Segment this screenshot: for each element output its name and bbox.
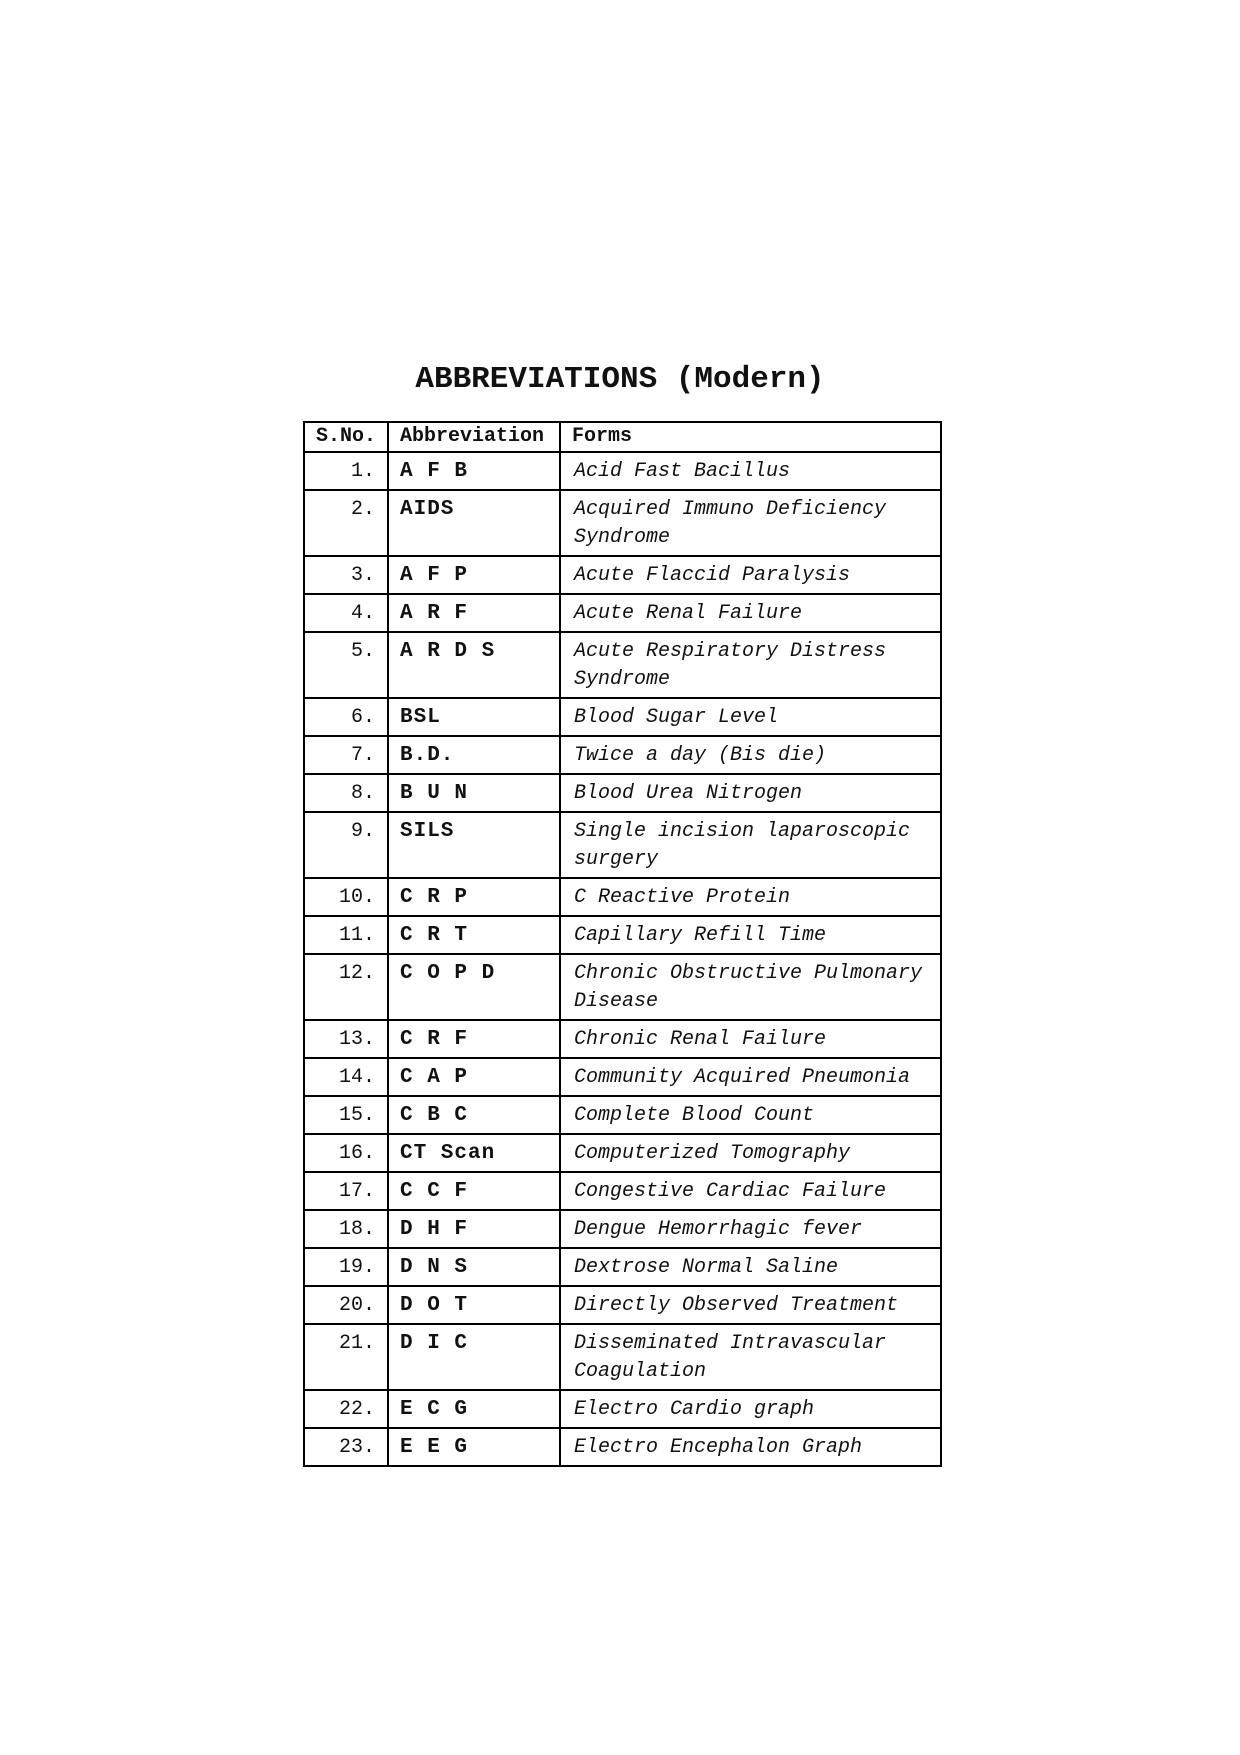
- row-form: Dextrose Normal Saline: [560, 1248, 941, 1286]
- row-form: Blood Sugar Level: [560, 698, 941, 736]
- row-form: C Reactive Protein: [560, 878, 941, 916]
- table-row: [304, 954, 941, 1020]
- header-abbreviation: Abbreviation: [388, 422, 560, 452]
- row-sno: 8.: [304, 774, 388, 812]
- row-abbreviation: CT Scan: [388, 1134, 560, 1172]
- table-row: [304, 1390, 941, 1428]
- row-abbreviation: C C F: [388, 1172, 560, 1210]
- row-abbreviation: C R F: [388, 1020, 560, 1058]
- table-row: [304, 698, 941, 736]
- row-form: Blood Urea Nitrogen: [560, 774, 941, 812]
- row-form: Acid Fast Bacillus: [560, 452, 941, 490]
- row-sno: 3.: [304, 556, 388, 594]
- row-sno: 16.: [304, 1134, 388, 1172]
- row-abbreviation: E E G: [388, 1428, 560, 1466]
- row-form: Single incision laparoscopic surgery: [560, 812, 941, 878]
- row-form: Community Acquired Pneumonia: [560, 1058, 941, 1096]
- table-row: [304, 878, 941, 916]
- row-abbreviation: C R P: [388, 878, 560, 916]
- header-forms: Forms: [560, 422, 941, 452]
- row-form: Acute Renal Failure: [560, 594, 941, 632]
- row-form: Acute Respiratory Distress Syndrome: [560, 632, 941, 698]
- table-row: [304, 1248, 941, 1286]
- row-sno: 9.: [304, 812, 388, 878]
- row-form: Capillary Refill Time: [560, 916, 941, 954]
- row-abbreviation: B U N: [388, 774, 560, 812]
- row-abbreviation: C O P D: [388, 954, 560, 1020]
- row-abbreviation: BSL: [388, 698, 560, 736]
- table-header-row: [304, 422, 941, 452]
- row-sno: 4.: [304, 594, 388, 632]
- table-row: [304, 916, 941, 954]
- row-sno: 6.: [304, 698, 388, 736]
- row-form: Computerized Tomography: [560, 1134, 941, 1172]
- table-row: [304, 1324, 941, 1390]
- table-row: [304, 1210, 941, 1248]
- row-abbreviation: D I C: [388, 1324, 560, 1390]
- table-row: [304, 1134, 941, 1172]
- row-abbreviation: E C G: [388, 1390, 560, 1428]
- table-row: [304, 594, 941, 632]
- row-sno: 18.: [304, 1210, 388, 1248]
- row-sno: 5.: [304, 632, 388, 698]
- row-abbreviation: A F P: [388, 556, 560, 594]
- table-row: [304, 774, 941, 812]
- row-abbreviation: A R D S: [388, 632, 560, 698]
- row-sno: 2.: [304, 490, 388, 556]
- row-form: Twice a day (Bis die): [560, 736, 941, 774]
- row-form: Directly Observed Treatment: [560, 1286, 941, 1324]
- row-form: Electro Encephalon Graph: [560, 1428, 941, 1466]
- row-form: Chronic Renal Failure: [560, 1020, 941, 1058]
- row-form: Disseminated Intravascular Coagulation: [560, 1324, 941, 1390]
- row-abbreviation: AIDS: [388, 490, 560, 556]
- table-row: [304, 452, 941, 490]
- row-abbreviation: C B C: [388, 1096, 560, 1134]
- row-form: Electro Cardio graph: [560, 1390, 941, 1428]
- row-sno: 17.: [304, 1172, 388, 1210]
- table-row: [304, 1172, 941, 1210]
- table-row: [304, 1020, 941, 1058]
- row-sno: 7.: [304, 736, 388, 774]
- row-form: Acute Flaccid Paralysis: [560, 556, 941, 594]
- table-row: [304, 490, 941, 556]
- table-row: [304, 1286, 941, 1324]
- row-sno: 19.: [304, 1248, 388, 1286]
- row-abbreviation: A R F: [388, 594, 560, 632]
- row-form: Complete Blood Count: [560, 1096, 941, 1134]
- table-row: [304, 556, 941, 594]
- row-abbreviation: D H F: [388, 1210, 560, 1248]
- row-abbreviation: C A P: [388, 1058, 560, 1096]
- abbreviations-table: [303, 421, 942, 1467]
- row-sno: 22.: [304, 1390, 388, 1428]
- row-abbreviation: C R T: [388, 916, 560, 954]
- header-sno: S.No.: [304, 422, 388, 452]
- row-sno: 1.: [304, 452, 388, 490]
- row-abbreviation: D O T: [388, 1286, 560, 1324]
- row-sno: 13.: [304, 1020, 388, 1058]
- table-row: [304, 1058, 941, 1096]
- row-sno: 12.: [304, 954, 388, 1020]
- table-row: [304, 736, 941, 774]
- row-sno: 23.: [304, 1428, 388, 1466]
- table-row: [304, 632, 941, 698]
- row-sno: 11.: [304, 916, 388, 954]
- row-sno: 20.: [304, 1286, 388, 1324]
- row-form: Dengue Hemorrhagic fever: [560, 1210, 941, 1248]
- row-sno: 15.: [304, 1096, 388, 1134]
- row-form: Chronic Obstructive Pulmonary Disease: [560, 954, 941, 1020]
- row-abbreviation: A F B: [388, 452, 560, 490]
- row-abbreviation: SILS: [388, 812, 560, 878]
- row-sno: 10.: [304, 878, 388, 916]
- table-row: [304, 1428, 941, 1466]
- table-row: [304, 1096, 941, 1134]
- row-form: Congestive Cardiac Failure: [560, 1172, 941, 1210]
- row-abbreviation: B.D.: [388, 736, 560, 774]
- page-title: ABBREVIATIONS (Modern): [415, 362, 825, 397]
- table-row: [304, 812, 941, 878]
- row-sno: 21.: [304, 1324, 388, 1390]
- row-sno: 14.: [304, 1058, 388, 1096]
- row-abbreviation: D N S: [388, 1248, 560, 1286]
- row-form: Acquired Immuno Deficiency Syndrome: [560, 490, 941, 556]
